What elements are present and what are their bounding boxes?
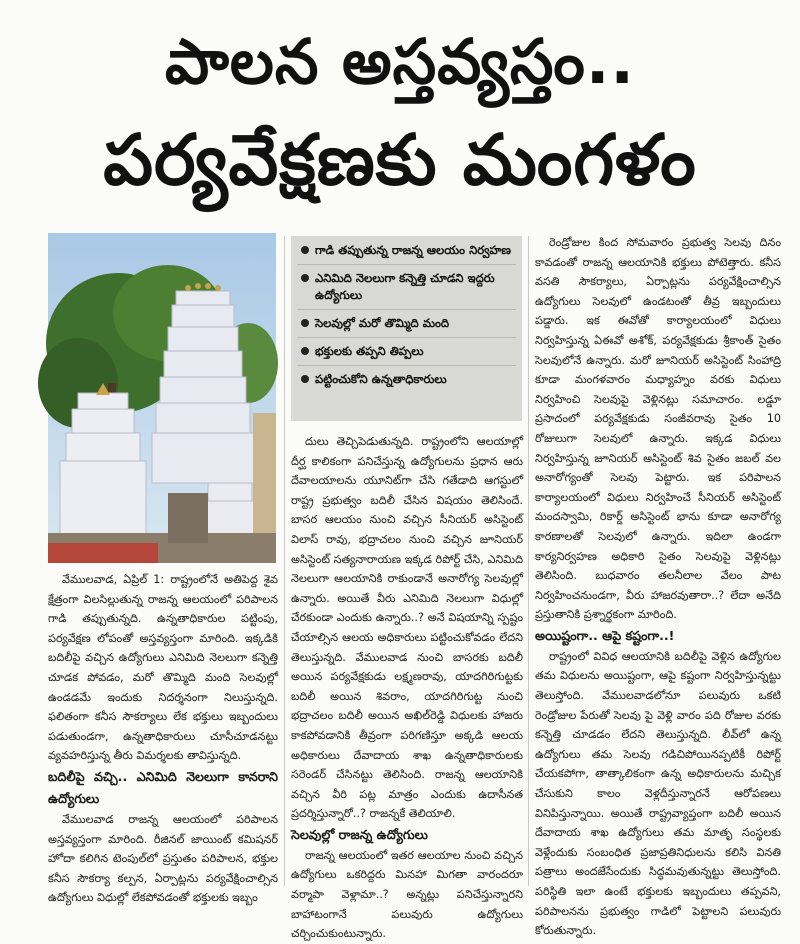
paragraph: వేములవాడ రాజన్న ఆలయంలో పరిపాలన అస్తవ్యస్తంగా మారింది. రీజినల్ జాయింట్ కమిషనర్ హోదా కలిగిన టెంపుల్‌లో ప్రస్తుతం పరిపాలన, భక్తుల కనీస సౌకర్యా కల్పన, ఏర్పాట్లను పర్యవేక్షించాల్సిన ఉద్యోగులు విధుల్లో లేకపోవడంతో భక్తులకు ఇబ్బం	[48, 812, 278, 905]
paragraph: రెండ్రోజుల కింద సోమవారం ప్రభుత్వ సెలవు దినం కావడంతో రాజన్న ఆలయానికి భక్తులు పోటెత్తారు. కనీస వసతి సౌకర్యాలు, ఏర్పాట్లను పర్యవేక్షించాల్సిన ఉద్యోగులు సెలవులో ఉండటంతో తీవ్ర ఇబ్బందులు పడ్డారు. ఇక ఈవోతో కార్యాలయంలో విధులు నిర్వహిస్తున్న ఏఈవో అశోక్, పర్యవేక్షకుడు శ్రీకాంత్ సైతం సెలవులోనే ఉన్నారు. మరో జూనియర్ అసిస్టెంట్ సింహాద్రి కూడా మంగళవారం మధ్యాహ్నం వరకు విధులు నిర్వహించి సెలవుపై వెళ్లినట్లు సమాచారం. లడ్డూ ప్రసాదంలో పర్యవేక్షకుడు సంజీవరావు సైతం 10 రోజులుగా సెలవులో ఉన్నారు. ఇక్కడ విధులు నిర్వహిస్తున్న జూనియర్ అసిస్టెంట్ శివ సైతం జబల్‌ వల అనారోగ్యంతో సెలవు పెట్టారు. ఇక పరిపాలన కార్యాలయంలో విధులు నిర్వహించే సీనియర్ అసిస్టెంట్ మందస్వామి, రికార్డ్ అసిస్టెంట్ భాను కూడా అనారోగ్య కారణాలతో సెలవులో ఉన్నారు. ఇదిలా ఉండగా కార్యనిర్వహణ అధికారి సైతం సెలవుపై వెళ్లినట్లు తెలిసింది. బుధవారం తలనీలాల వేలం పాట నిర్వహించనుండగా, వీరు హాజరవుతారా..? లేదా అనేది ప్రస్తుతానికి ప్రశ్నార్థకంగా మారింది.	[535, 236, 781, 622]
paragraph: దులు తెచ్చిపెడుతున్నది. రాష్ట్రంలోని ఆలయాల్లో దీర్ఘ కాలికంగా పనిచేస్తున్న ఉద్యోగులను ప్రధాన ఆరు దేవాలయాలను యూనిట్‌గా చేసి గతేడాది ఆగస్టులో రాష్ట్ర ప్రభుత్వం బదిలీ చేసిన విషయం తెలిసిందే. బాసర ఆలయం నుంచి వచ్చిన సీనియర్ అసిస్టెంట్ విలాస్ రావు, భద్రాచలం నుంచి వచ్చిన జూనియర్ అసిస్టెంట్ సత్యనారాయణ ఇక్కడ రిపోర్ట్ చేసి, ఎనిమిది నెలలుగా ఆలయానికి రాకుండానే అనారోగ్య సెలవుల్లో ఉన్నారు. అయితే వీరు ఎనిమిది నెలలుగా విధుల్లో చేరకుండా ఎందుకు ఉన్నారు..? అనే విషయాన్ని స్పష్టం చేయాల్సిన ఆలయ అధికారులు పట్టించుకోవడం లేదని తెలుస్తున్నది. వేములవాడ నుంచి బాసరకు బదిలీ అయిన పర్యవేక్షకుడు లక్ష్మణరావు, యాదగిరిగుట్టకు బదిలీ అయిన శివరాం, యాదగిరిగుట్ట నుంచి భద్రాచలం బదిలీ అయిన అఖిల్‌రెడ్డి విధులకు హాజరు కాకపోవడానికి తీవ్రంగా పరిగణిస్తూ అక్కడి ఆలయ అధికారులు దేవాదాయ శాఖ ఉన్నతాధికారులకు సరెండర్ చేసినట్టు తెలిసింది. రాజన్న ఆలయానికి వచ్చిన వీరి పట్ల మాత్రం ఎందుకు ఉదాసీనత ప్రదర్శిస్తున్నారో..? రాజన్నకే తెలియాలి.	[291, 435, 523, 821]
subheading: సెలవుల్లో రాజన్న ఉద్యోగులు	[291, 826, 428, 842]
subheading: బదిలీపై వచ్చి.. ఎనిమిది నెలలుగా కానరాని ఉద్యోగులు	[48, 768, 278, 806]
bullet-icon	[301, 246, 309, 254]
highlights-box	[291, 236, 522, 421]
article-column-3	[535, 233, 781, 938]
highlight-item: పట్టించుకోని ఉన్నతాధికారులు	[297, 365, 516, 388]
headline-line-1: పాలన అస్తవ్యస్తం..	[165, 25, 635, 98]
column-divider	[284, 236, 285, 886]
column-divider	[528, 236, 529, 886]
bullet-icon	[301, 319, 309, 327]
article-column-2	[291, 432, 523, 941]
bullet-icon	[301, 375, 309, 383]
subheading: అయిష్టంగా.. ఆపై కష్టంగా..!	[535, 627, 675, 643]
article-column-1	[48, 570, 278, 905]
paragraph: రాష్ట్రంలో వివిధ ఆలయానికి బదిలీపై వెళ్లిన ఉద్యోగుల తమ విధులను అయిష్టంగా, ఆపై కష్టంగా నిర్వహిస్తున్నట్టు తెలుస్తోంది. వేములవాడలోనూ పలువురు ఒకటి రెండ్రోజుల పేరుతో సెలవు పై వెళ్లి వారం పది రోజుల వరకు కన్నెత్తి చూడడం లేదని తెలుస్తున్నది. లీవ్‌లో ఉన్న ఉద్యోగులు తమ సెలవు గడిచిపోయినప్పటికీ రిపోర్ట్ చేయకపోగా, తాత్కాలికంగా ఉన్న అధికారులను మచ్చిక చేసుకుని కాలం వెళ్లదీస్తున్నారనే ఆరోపణలు వినిపిస్తున్నాయి. అయితే రాష్ట్రవ్యాప్తంగా బదిలీ అయిన దేవాదాయ శాఖ ఉద్యోగులు తమ మాతృ సంస్థలకు వెళ్లేందుకు సంబంధిత ప్రజాప్రతినిధులను కలిసి వినతి పత్రాలు అందజేసేందుకు సిద్ధమవుతున్నట్టు తెలుస్తోంది. పరిస్థితి ఇలా ఉంటే భక్తులకు ఇబ్బందులు తప్పవని, పరిపాలనను ప్రభుత్వం గాడిలో పెట్టాలని పలువురు కోరుతున్నారు.	[535, 649, 781, 938]
bullet-icon	[301, 347, 309, 355]
bullet-icon	[301, 274, 309, 282]
headline-line-2: పర్యవేక్షణకు మంగళం	[103, 119, 697, 201]
highlight-item: భక్తులకు తప్పని తిప్పలు	[297, 337, 516, 360]
paragraph: రాజన్న ఆలయంలో ఇతర ఆలయాల నుంచి వచ్చిన ఉద్యోగులు ఒకరిద్దరు మినహా మిగతా వారందరూ వర్మాపా వెళ్లామా..? అన్నట్లు పనిచేస్తున్నారని బాహాటంగానే పలువురు ఉద్యోగులు చర్చించుకుంటున్నారు.	[291, 848, 523, 941]
highlight-item: గాడి తప్పుతున్న రాజన్న ఆలయం నిర్వహణ	[297, 242, 516, 259]
temple-gopuram-photo	[48, 233, 276, 563]
paragraph: వేములవాడ, ఏప్రిల్ 1: రాష్ట్రంలోనే అతిపెద్ద శైవ క్షేత్రంగా విలసిల్లుతున్న రాజన్న ఆలయంలో పరిపాలన గాడి తప్పుతున్నది. ఉన్నతాధికారుల పట్టింపు, పర్యవేక్షణ లోపంతో అస్తవ్యస్తంగా మారింది. ఇక్కడికి బదిలీపై వచ్చిన ఉద్యోగులు ఎనిమిది నెలలుగా కన్నెత్తి చూడక పోవడం, మరో తొమ్మిది మంది సెలవుల్లో ఉండడమే ఇందుకు నిదర్శనంగా నిలుస్తున్నది. ఫలితంగా కనీస సౌకర్యాలు లేక భక్తులు ఇబ్బందులు పడుతుండగా, ఉన్నతాధికారులు చూసీచూడనట్టు వ్యవహరిస్తున్న తీరు విమర్శలకు తావిస్తున్నది.	[48, 573, 278, 763]
highlight-item: సెలవుల్లో మరో తొమ్మిది మంది	[297, 309, 516, 332]
highlight-item: ఎనిమిది నెలలుగా కన్నెత్తి చూడని ఇద్దరు ఉద్యోగులు	[297, 264, 516, 304]
